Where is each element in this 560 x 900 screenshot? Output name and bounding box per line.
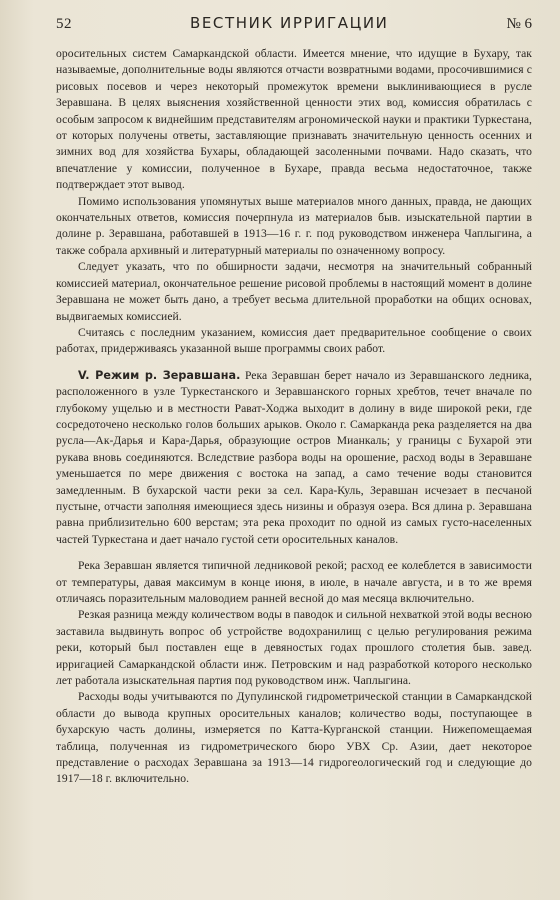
paragraph: Расходы воды учитываются по Дупулинской гидрометрической станции в Самаркандской области до вывода крупных оросительных каналов; количество воды, поступающее в бухарскую часть долины, измеряется по Катта-Курганской станции. Нижепомещаемая таблица, полученная из гидрометрического бюро УВХ Ср. Азии, дает некоторое представление о расходах Зеравшана за 1913—14 гидрогеологический год и следующие до 1917—18 г. включительно. bbox=[56, 690, 532, 786]
article-body bbox=[56, 46, 532, 788]
paragraph: Река Зеравшан является типичной ледниковой рекой; расход ее колеблется в зависимости от температуры, давая максимум в конце июня, в июле, в начале августа, и в то же время отличаясь поразительным маловодием ранней весной до мая месяца включительно. bbox=[56, 559, 532, 605]
issue-number: № 6 bbox=[506, 16, 532, 32]
paragraph: Резкая разница между количеством воды в паводок и сильной нехваткой этой воды весною заставила выдвинуть вопрос об устройстве водохранилищ с целью регулирования режима реки, который был поставлен еще в девяностых годах прошлого столетия быв. завед. ирригацией Самаркандской области инж. Петровским и над разработкой которого несколько лет работала изыскательная партия под руководством инж. Чаплыгина. bbox=[56, 608, 532, 688]
journal-title: ВЕСТНИК ИРРИГАЦИИ bbox=[189, 14, 389, 32]
section-paragraph bbox=[56, 368, 532, 548]
section-heading: V. Режим р. Зеравшана. bbox=[78, 368, 241, 382]
paragraph: Помимо использования упомянутых выше материалов много данных, правда, не дающих окончательных ответов, комиссия почерпнула из материалов быв. изыскательной партии в долине р. Зеравшана, работавшей в 1913—16 г. г. под руководством инженера Чаплыгина, а также собрала архивный и литературный материалы по означенному вопросу. bbox=[56, 194, 532, 257]
running-header bbox=[56, 14, 532, 40]
paragraph: Считаясь с последним указанием, комиссия дает предварительное сообщение о своих работах, придерживаясь указанной выше программы своих работ. bbox=[56, 325, 532, 356]
paragraph: Следует указать, что по обширности задачи, несмотря на значительный собранный комиссией материал, окончательное решение рисовой проблемы в настоящий момент в долине Зеравшана не может быть дано, а требует весьма длительной проработки на общих основах, выдвигаемых комиссией. bbox=[56, 260, 532, 323]
paragraph-continued: оросительных систем Самаркандской области. Имеется мнение, что идущие в Бухару, так называемые, дополнительные воды являются отчасти возвратными водами, просочившимися с рисовых посевов и через некоторый промежуток времени выклинивающиеся в русле Зеравшана. В целях выяснения хозяйственной ценности этих вод, комиссия обратилась с особым запросом к виднейшим представителям агрономической науки и практики Туркестана, от которых получены ответы, заставляющие признавать значительную ценность осенних и зимних вод для хозяйства Бухары, обладающей засоленными почвами. Надо сказать, что впечатление у комиссии, полученное в Бухаре, правда весьма недостаточное, также подтверждает этот вывод. bbox=[56, 47, 532, 192]
page-number: 52 bbox=[56, 16, 72, 32]
section-text: Река Зеравшан берет начало из Зеравшанского ледника, расположенного в узле Туркестанского и Зеравшанского горных хребтов, течет вначале по глубокому ущелью и в местности Рават-Ходжа выходит в долину в виде широкой реки, где сосредоточено несколько голов больших арыков. Около г. Самарканда река разделяется на два русла—Ак-Дарья и Кара-Дарья, образующие остров Мианкаль; у границы с Бухарой эти рукава вновь соединяются. Вследствие разбора воды на орошение, расход воды в Зеравшане уменьшается по мере движения с востока на запад, а само течение воды становится замедленным. В бухарской части реки за сел. Кара-Куль, Зеравшан исчезает в песчаной пустыне, отчасти заполняя имеющиеся здесь низины и образуя озера. Вся длина р. Зеравшана равна приблизительно 600 верстам; эта река проходит по одной из самых густо-населенных частей Туркестана и дает начало густой сети оросительных каналов. bbox=[56, 368, 532, 546]
